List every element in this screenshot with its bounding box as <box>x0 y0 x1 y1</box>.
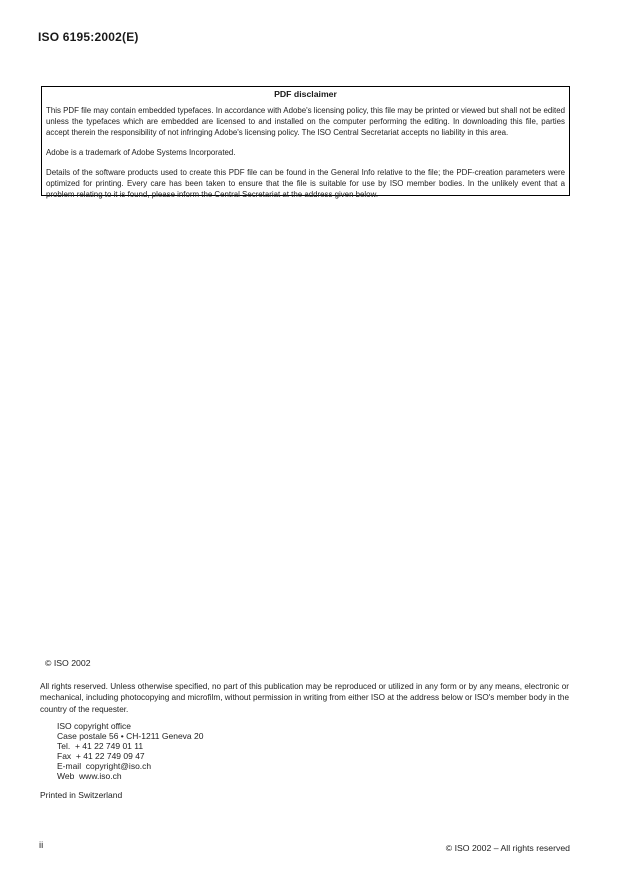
address-line-fax: Fax + 41 22 749 09 47 <box>57 751 145 761</box>
disclaimer-paragraph-3: Details of the software products used to create this PDF file can be found in the General Info relative to the file; the PDF-creation parameters were optimized for printing. Every care has been taken to ensure that the file is suitable for use by ISO member bodies. In the unlikely event that a problem relating to it is found, please inform the Central Secretariat at the address given below. <box>46 168 565 199</box>
page-number: ii <box>39 840 44 851</box>
address-line-tel: Tel. + 41 22 749 01 11 <box>57 741 144 751</box>
footer-copyright-line: © ISO 2002 – All rights reserved <box>445 843 570 853</box>
disclaimer-paragraph-2: Adobe is a trademark of Adobe Systems Incorporated. <box>46 148 236 157</box>
printed-in-line: Printed in Switzerland <box>40 790 123 800</box>
disclaimer-title: PDF disclaimer <box>274 89 337 99</box>
address-line-office: ISO copyright office <box>57 721 132 731</box>
address-line-postal: Case postale 56 • CH-1211 Geneva 20 <box>57 731 204 741</box>
address-line-web: Web www.iso.ch <box>57 771 122 781</box>
address-line-email: E-mail copyright@iso.ch <box>57 761 152 771</box>
pdf-disclaimer-box <box>41 86 570 199</box>
disclaimer-paragraph-1: This PDF file may contain embedded typefaces. In accordance with Adobe's licensing policy, this file may be printed or viewed but shall not be edited unless the typefaces which are embedded are licensed to and installed on the computer performing the editing. In downloading this file, parties accept therein the responsibility of not infringing Adobe's licensing policy. The ISO Central Secretariat accepts no liability in this area. <box>46 106 565 137</box>
iso-address-block <box>57 721 203 781</box>
rights-reserved-paragraph: All rights reserved. Unless otherwise specified, no part of this publication may be reproduced or utilized in any form or by any means, electronic or mechanical, including photocopying and microfilm, without permission in writing from either ISO at the address below or ISO's member body in the country of the requester. <box>40 682 569 714</box>
copyright-notice: © ISO 2002 <box>45 658 91 668</box>
document-id-header: ISO 6195:2002(E) <box>38 30 139 44</box>
